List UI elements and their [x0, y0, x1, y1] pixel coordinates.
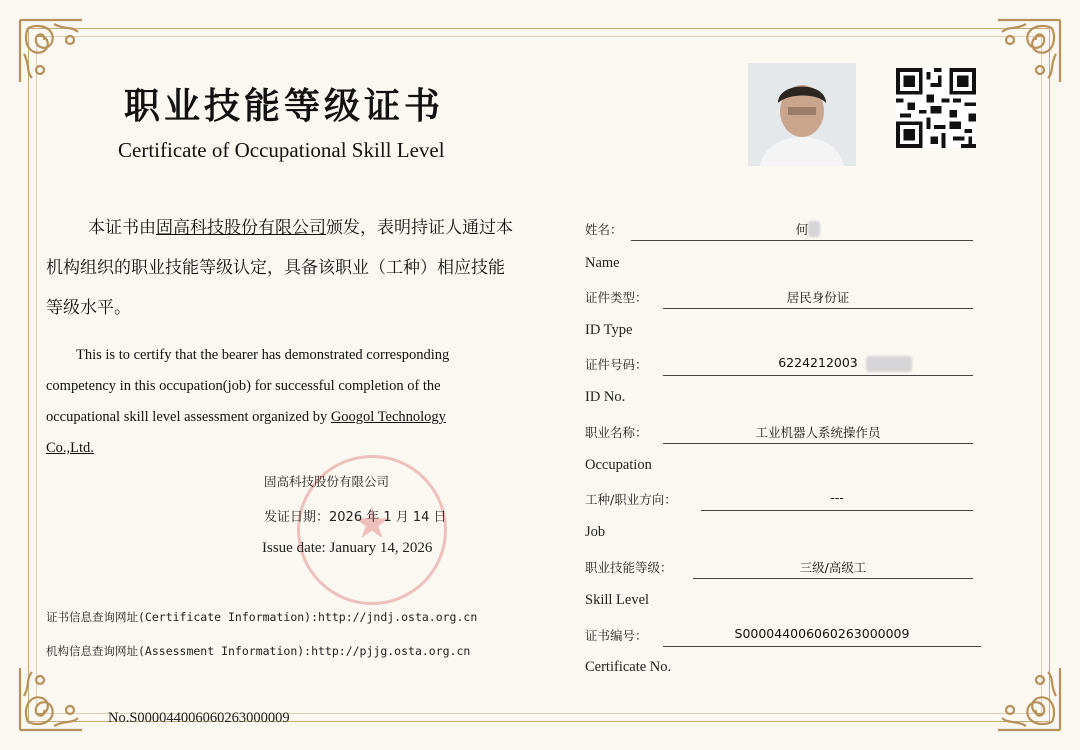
field-id-number-label-en: ID No.: [585, 389, 626, 405]
field-id-number: [585, 355, 975, 377]
field-certificate-number-label: 证书编号：: [585, 628, 648, 643]
field-occupation-value: 工业机器人系统操作员: [663, 423, 973, 444]
body-cn-prefix: 本证书由: [88, 218, 156, 238]
field-occupation-label-en: Occupation: [585, 457, 652, 473]
issue-date-cn: 发证日期：2026 年 1 月 14 日: [264, 510, 447, 525]
serial-number-bottom: No.S000044006060263000009: [108, 710, 290, 726]
field-id-number-value: 6224212003: [663, 355, 973, 376]
field-skill-level: [585, 558, 975, 580]
field-name-label: 姓名：: [585, 222, 623, 237]
field-skill-level-label-en: Skill Level: [585, 592, 650, 608]
field-name-label-en: Name: [585, 255, 620, 271]
holder-photo: [748, 63, 856, 166]
field-id-type-label-en: ID Type: [585, 322, 633, 338]
field-name: [585, 220, 975, 242]
assessment-info-url: 机构信息查询网址(Assessment Information):http://pjjg.osta.org.cn: [46, 644, 471, 658]
field-job: [585, 490, 975, 512]
corner-ornament-bottom-right: [978, 648, 1068, 738]
field-certificate-number-value: S000044006060263000009: [663, 626, 981, 647]
certificate-title-cn: 职业技能等级证书: [124, 85, 445, 127]
redaction-mask: [808, 221, 820, 237]
field-job-label: 工种/职业方向：: [585, 492, 677, 507]
field-occupation-label: 职业名称：: [585, 425, 648, 440]
certificate-title-en: Certificate of Occupational Skill Level: [118, 138, 445, 162]
field-id-type-value: 居民身份证: [663, 288, 973, 309]
seal-star-icon: ★: [352, 498, 392, 549]
field-job-value: ---: [701, 490, 973, 511]
field-id-type: [585, 288, 975, 310]
issue-date-en: Issue date: January 14, 2026: [262, 540, 433, 556]
body-en-prefix: This is to certify that the bearer has demonstrated corresponding competency in this occupation(job) for successful completion of the occupational skill level assessment organized by: [46, 347, 450, 425]
field-skill-level-label: 职业技能等级：: [585, 560, 673, 575]
field-job-label-en: Job: [585, 524, 606, 540]
field-name-value: 何: [631, 220, 973, 241]
issuer-name: 固高科技股份有限公司: [264, 474, 390, 489]
body-cn-suffix: 颁发，表明持证人通过本机构组织的职业技能等级认定，具备该职业（工种）相应技能等级水平。: [46, 218, 513, 318]
certificate-info-url: 证书信息查询网址(Certificate Information):http://jndj.osta.org.cn: [46, 610, 478, 624]
body-cn-issuer: 固高科技股份有限公司: [156, 218, 326, 238]
certificate-body-en: [46, 340, 492, 464]
redaction-mask: [866, 356, 912, 372]
corner-ornament-bottom-left: [12, 648, 102, 738]
corner-ornament-top-left: [12, 12, 102, 102]
field-certificate-number: [585, 626, 983, 648]
field-certificate-number-label-en: Certificate No.: [585, 659, 672, 675]
body-en-issuer: Googol Technology Co.,Ltd.: [46, 409, 446, 456]
field-id-type-label: 证件类型：: [585, 290, 648, 305]
qr-code[interactable]: [896, 68, 976, 148]
field-id-number-label: 证件号码：: [585, 357, 648, 372]
certificate-body-cn: [46, 208, 516, 328]
field-occupation: [585, 423, 975, 445]
corner-ornament-top-right: [978, 12, 1068, 102]
field-skill-level-value: 三级/高级工: [693, 558, 973, 579]
